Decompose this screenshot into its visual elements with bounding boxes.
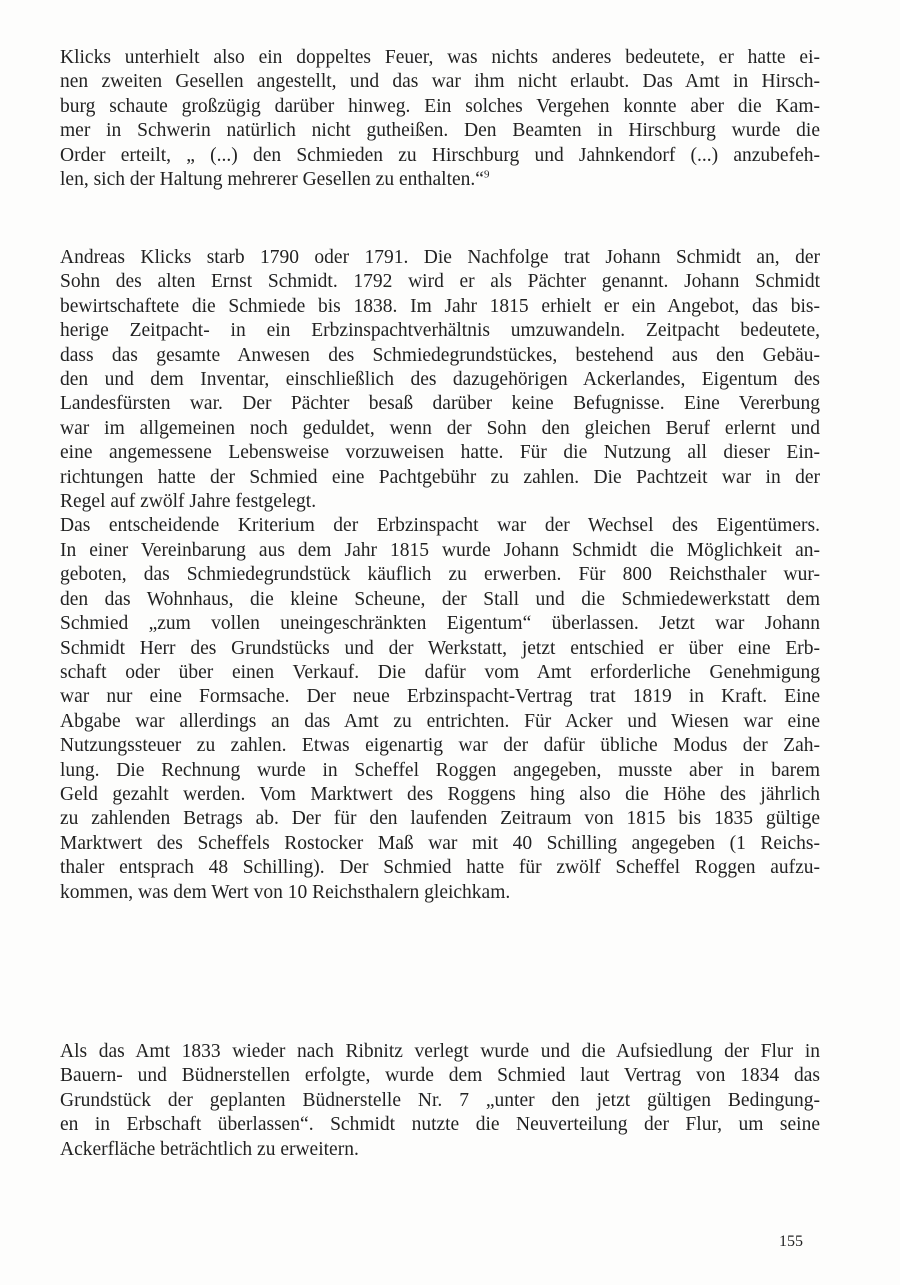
- text-line: Marktwert des Scheffels Rostocker Maß war mit 40 Schilling angegeben (1 Reichs-: [60, 832, 820, 854]
- text-line: den das Wohnhaus, die kleine Scheune, der Stall und die Schmiedewerkstatt dem: [60, 588, 820, 610]
- text-line: en in Erbschaft überlassen“. Schmidt nutzte die Neuverteilung der Flur, um seine: [60, 1114, 820, 1136]
- text-line: Regel auf zwölf Jahre festgelegt.: [60, 491, 317, 513]
- text-line: burg schaute großzügig darüber hinweg. Ein solches Vergehen konnte aber die Kam-: [60, 95, 820, 117]
- text-line: lung. Die Rechnung wurde in Scheffel Roggen angegeben, musste aber in barem: [60, 759, 820, 781]
- footnote-marker[interactable]: 9: [483, 168, 490, 181]
- text-line: war im allgemeinen noch geduldet, wenn der Sohn den gleichen Beruf erlernt und: [60, 417, 820, 439]
- text-line: Ackerfläche beträchtlich zu erweitern.: [60, 1138, 359, 1160]
- text-line: Sohn des alten Ernst Schmidt. 1792 wird er als Pächter genannt. Johann Schmidt: [60, 271, 820, 293]
- text-line: mer in Schwerin natürlich nicht gutheißen. Den Beamten in Hirschburg wurde die: [60, 120, 820, 142]
- text-line: schaft oder über einen Verkauf. Die dafür vom Amt erforderliche Genehmigung: [60, 661, 820, 683]
- text-line: Das entscheidende Kriterium der Erbzinspacht war der Wechsel des Eigentümers.: [60, 515, 820, 537]
- text-line: In einer Vereinbarung aus dem Jahr 1815 wurde Johann Schmidt die Möglichkeit an-: [60, 539, 820, 561]
- text-line: Landesfürsten war. Der Pächter besaß darüber keine Befugnisse. Eine Vererbung: [60, 393, 820, 415]
- text-line: Klicks unterhielt also ein doppeltes Feuer, was nichts anderes bedeutete, er hatte ei-: [60, 47, 820, 68]
- text-line: kommen, was dem Wert von 10 Reichsthalern gleichkam.: [60, 881, 511, 903]
- paragraph-3: [60, 1040, 820, 1162]
- text-line: Grundstück der geplanten Büdnerstelle Nr. 7 „unter den jetzt gültigen Bedingung-: [60, 1089, 820, 1111]
- text-line: Abgabe war allerdings an das Amt zu entrichten. Für Acker und Wiesen war eine: [60, 710, 820, 732]
- text-line: Nutzungssteuer zu zahlen. Etwas eigenartig war der dafür übliche Modus der Zah-: [60, 735, 820, 757]
- text-line: herige Zeitpacht- in ein Erbzinspachtverhältnis umzuwandeln. Zeitpacht bedeutete,: [60, 320, 820, 342]
- text-line: thaler entsprach 48 Schilling). Der Schmied hatte für zwölf Scheffel Roggen aufzu-: [60, 857, 820, 879]
- text-line: nen zweiten Gesellen angestellt, und das war ihm nicht erlaubt. Das Amt in Hirsch-: [60, 71, 820, 93]
- text-line: Geld gezahlt werden. Vom Marktwert des Roggens hing also die Höhe des jährlich: [60, 783, 820, 805]
- text-line: eine angemessene Lebensweise vorzuweisen hatte. Für die Nutzung all dieser Ein-: [60, 442, 820, 464]
- text-line: bewirtschaftete die Schmiede bis 1838. Im Jahr 1815 erhielt er ein Angebot, das bis-: [60, 295, 820, 317]
- text-line: den und dem Inventar, einschließlich des dazugehörigen Ackerlandes, Eigentum des: [60, 369, 820, 391]
- text-line: len, sich der Haltung mehrerer Gesellen zu enthalten.“$^9$: [60, 168, 490, 191]
- page-number: 155: [779, 1233, 803, 1250]
- paragraph-2: [60, 246, 820, 905]
- text-line: Order erteilt, „ (...) den Schmieden zu Hirschburg und Jahnkendorf (...) anzubefeh-: [60, 144, 820, 166]
- paragraph-1: [60, 46, 820, 192]
- text-line: richtungen hatte der Schmied eine Pachtgebühr zu zahlen. Die Pachtzeit war in der: [60, 466, 820, 488]
- text-line: Bauern- und Büdnerstellen erfolgte, wurde dem Schmied laut Vertrag von 1834 das: [60, 1065, 820, 1087]
- text-line: Schmidt Herr des Grundstücks und der Werkstatt, jetzt entschied er über eine Erb-: [60, 637, 820, 659]
- text-line: zu zahlenden Betrags ab. Der für den laufenden Zeitraum von 1815 bis 1835 gültige: [60, 808, 820, 830]
- text-line: Andreas Klicks starb 1790 oder 1791. Die Nachfolge trat Johann Schmidt an, der: [60, 247, 820, 268]
- text-line: geboten, das Schmiedegrundstück käuflich zu erwerben. Für 800 Reichsthaler wur-: [60, 564, 820, 586]
- text-line: dass das gesamte Anwesen des Schmiedegrundstückes, bestehend aus den Gebäu-: [60, 344, 820, 366]
- text-line: Schmied „zum vollen uneingeschränkten Eigentum“ überlassen. Jetzt war Johann: [60, 613, 820, 635]
- text-line: Als das Amt 1833 wieder nach Ribnitz verlegt wurde und die Aufsiedlung der Flur in: [60, 1041, 820, 1062]
- text-line: war nur eine Formsache. Der neue Erbzinspacht-Vertrag trat 1819 in Kraft. Eine: [60, 686, 820, 708]
